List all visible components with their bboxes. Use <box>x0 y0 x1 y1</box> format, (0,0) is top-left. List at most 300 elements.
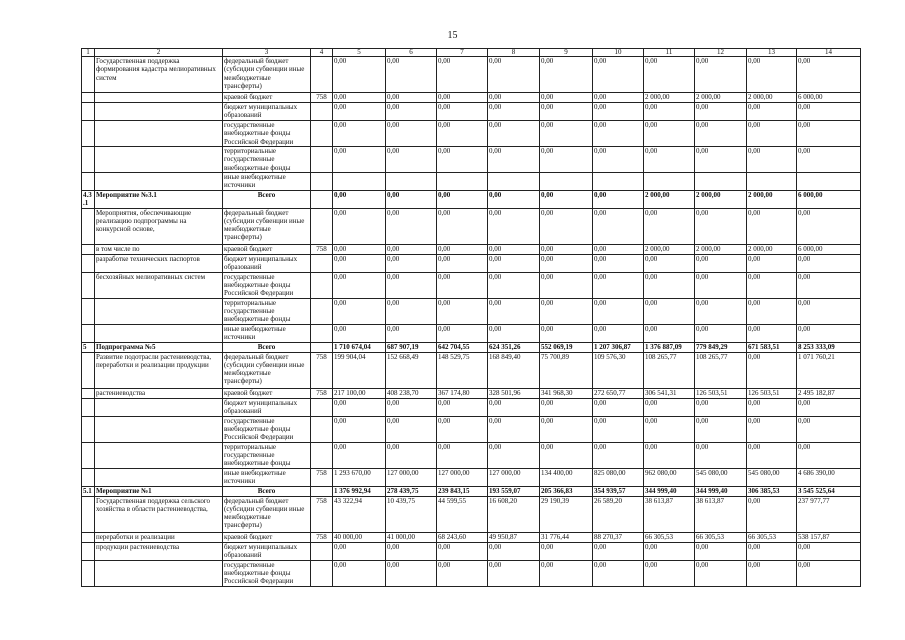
amount-cell: 0,00 <box>437 254 488 272</box>
table-row <box>82 103 861 121</box>
amount-cell: 0,00 <box>437 121 488 147</box>
amount-cell: 0,00 <box>386 244 437 254</box>
amount-cell: 0,00 <box>695 324 747 342</box>
amount-cell: 0,00 <box>488 416 540 442</box>
amount-cell: 0,00 <box>593 93 644 103</box>
amount-cell: 66 305,53 <box>644 532 695 542</box>
amount-cell: 0,00 <box>333 398 386 416</box>
amount-cell: 0,00 <box>644 57 695 93</box>
amount-cell: 0,00 <box>437 398 488 416</box>
amount-cell: 0,00 <box>386 298 437 324</box>
table-row <box>82 272 861 298</box>
amount-cell: 0,00 <box>333 147 386 173</box>
table-row <box>82 147 861 173</box>
amount-cell: 0,00 <box>540 191 593 209</box>
amount-cell: 0,00 <box>386 542 437 560</box>
column-number: 10 <box>593 49 644 57</box>
code-cell: 758 <box>311 93 333 103</box>
item-name-cell <box>95 560 223 586</box>
amount-cell: 344 999,40 <box>695 486 747 496</box>
amount-cell: 0,00 <box>333 298 386 324</box>
item-name-cell: бесхозяйных мелиоративных систем <box>95 272 223 298</box>
amount-cell: 49 950,87 <box>488 532 540 542</box>
column-number: 3 <box>223 49 311 57</box>
amount-cell: 0,00 <box>333 208 386 244</box>
amount-cell: 0,00 <box>747 254 797 272</box>
item-name-cell <box>95 93 223 103</box>
amount-cell: 0,00 <box>593 398 644 416</box>
item-name-cell: в том числе по <box>95 244 223 254</box>
item-name-cell: Подпрограмма №5 <box>95 342 223 352</box>
amount-cell: 2 000,00 <box>747 244 797 254</box>
amount-cell: 0,00 <box>386 442 437 468</box>
amount-cell: 0,00 <box>644 542 695 560</box>
amount-cell: 687 907,19 <box>386 342 437 352</box>
table-row <box>82 57 861 93</box>
amount-cell: 0,00 <box>437 244 488 254</box>
row-number-cell <box>82 298 95 324</box>
table-row <box>82 560 861 586</box>
column-number: 6 <box>386 49 437 57</box>
code-cell <box>311 416 333 442</box>
amount-cell: 0,00 <box>540 324 593 342</box>
row-number-cell: 5 <box>82 342 95 352</box>
item-name-cell: растениеводства <box>95 388 223 398</box>
amount-cell: 0,00 <box>540 398 593 416</box>
amount-cell: 0,00 <box>386 272 437 298</box>
amount-cell <box>797 173 861 191</box>
amount-cell: 552 069,19 <box>540 342 593 352</box>
amount-cell: 0,00 <box>488 442 540 468</box>
amount-cell: 0,00 <box>437 208 488 244</box>
amount-cell: 108 265,77 <box>695 352 747 388</box>
amount-cell: 0,00 <box>540 244 593 254</box>
amount-cell: 0,00 <box>695 298 747 324</box>
amount-cell <box>644 173 695 191</box>
amount-cell: 0,00 <box>488 398 540 416</box>
amount-cell: 239 843,15 <box>437 486 488 496</box>
amount-cell: 0,00 <box>695 560 747 586</box>
column-number: 9 <box>540 49 593 57</box>
code-cell: 758 <box>311 388 333 398</box>
amount-cell: 0,00 <box>386 121 437 147</box>
amount-cell: 126 503,51 <box>747 388 797 398</box>
amount-cell: 109 576,30 <box>593 352 644 388</box>
amount-cell: 0,00 <box>333 93 386 103</box>
amount-cell: 127 000,00 <box>386 468 437 486</box>
funding-source-cell: федеральный бюджет (субсидии субвенции иные межбюджетные трансферты) <box>223 496 311 532</box>
amount-cell: 0,00 <box>593 542 644 560</box>
amount-cell: 75 700,89 <box>540 352 593 388</box>
funding-source-cell: бюджет муниципальных образований <box>223 398 311 416</box>
amount-cell: 0,00 <box>695 272 747 298</box>
amount-cell: 0,00 <box>644 416 695 442</box>
amount-cell: 0,00 <box>488 121 540 147</box>
amount-cell <box>437 173 488 191</box>
amount-cell: 0,00 <box>593 298 644 324</box>
amount-cell: 0,00 <box>488 103 540 121</box>
code-cell <box>311 272 333 298</box>
amount-cell: 0,00 <box>333 103 386 121</box>
amount-cell: 38 613,87 <box>644 496 695 532</box>
code-cell <box>311 121 333 147</box>
row-number-cell <box>82 93 95 103</box>
amount-cell: 328 501,96 <box>488 388 540 398</box>
amount-cell: 66 305,53 <box>695 532 747 542</box>
amount-cell: 0,00 <box>747 352 797 388</box>
amount-cell: 2 000,00 <box>644 244 695 254</box>
amount-cell: 624 351,26 <box>488 342 540 352</box>
funding-source-cell: территориальные государственные внебюджетные фонды <box>223 147 311 173</box>
amount-cell: 0,00 <box>797 147 861 173</box>
amount-cell: 0,00 <box>540 416 593 442</box>
amount-cell: 0,00 <box>644 560 695 586</box>
table-row <box>82 542 861 560</box>
funding-source-cell: краевой бюджет <box>223 388 311 398</box>
row-number-cell <box>82 121 95 147</box>
amount-cell: 0,00 <box>437 93 488 103</box>
amount-cell: 0,00 <box>644 147 695 173</box>
amount-cell: 0,00 <box>386 57 437 93</box>
item-name-cell: разработке технических паспортов <box>95 254 223 272</box>
amount-cell: 0,00 <box>593 147 644 173</box>
table-row <box>82 121 861 147</box>
funding-source-cell: иные внебюджетные источники <box>223 173 311 191</box>
column-number: 1 <box>82 49 95 57</box>
amount-cell: 272 650,77 <box>593 388 644 398</box>
amount-cell: 0,00 <box>488 324 540 342</box>
row-number-cell <box>82 352 95 388</box>
amount-cell: 0,00 <box>437 416 488 442</box>
code-cell: 758 <box>311 532 333 542</box>
item-name-cell <box>95 147 223 173</box>
item-name-cell: переработки и реализации <box>95 532 223 542</box>
amount-cell: 0,00 <box>747 496 797 532</box>
table-row <box>82 442 861 468</box>
amount-cell: 0,00 <box>488 560 540 586</box>
amount-cell: 0,00 <box>747 416 797 442</box>
amount-cell: 0,00 <box>747 147 797 173</box>
amount-cell: 0,00 <box>540 442 593 468</box>
amount-cell: 29 190,39 <box>540 496 593 532</box>
amount-cell <box>540 173 593 191</box>
amount-cell: 0,00 <box>437 542 488 560</box>
funding-source-cell: Всего <box>223 191 311 209</box>
code-cell <box>311 486 333 496</box>
column-number: 8 <box>488 49 540 57</box>
code-cell <box>311 542 333 560</box>
amount-cell: 126 503,51 <box>695 388 747 398</box>
amount-cell: 0,00 <box>747 542 797 560</box>
code-cell: 758 <box>311 496 333 532</box>
table-row <box>82 388 861 398</box>
amount-cell: 278 439,75 <box>386 486 437 496</box>
amount-cell <box>747 173 797 191</box>
item-name-cell <box>95 298 223 324</box>
table-row <box>82 254 861 272</box>
funding-source-cell: краевой бюджет <box>223 244 311 254</box>
amount-cell: 0,00 <box>437 560 488 586</box>
amount-cell: 127 000,00 <box>437 468 488 486</box>
amount-cell: 2 495 182,87 <box>797 388 861 398</box>
amount-cell: 10 439,75 <box>386 496 437 532</box>
funding-source-cell: Всего <box>223 486 311 496</box>
amount-cell: 66 305,53 <box>747 532 797 542</box>
amount-cell: 0,00 <box>797 398 861 416</box>
code-cell: 758 <box>311 244 333 254</box>
amount-cell: 0,00 <box>386 398 437 416</box>
amount-cell: 0,00 <box>797 103 861 121</box>
amount-cell: 0,00 <box>695 398 747 416</box>
amount-cell <box>593 173 644 191</box>
amount-cell: 4 686 390,00 <box>797 468 861 486</box>
amount-cell: 0,00 <box>593 103 644 121</box>
amount-cell: 0,00 <box>333 272 386 298</box>
row-number-cell <box>82 103 95 121</box>
table-row <box>82 244 861 254</box>
row-number-cell <box>82 442 95 468</box>
item-name-cell <box>95 324 223 342</box>
amount-cell: 26 589,20 <box>593 496 644 532</box>
amount-cell: 0,00 <box>747 442 797 468</box>
amount-cell: 0,00 <box>593 272 644 298</box>
column-number-row <box>82 49 861 57</box>
amount-cell: 962 080,00 <box>644 468 695 486</box>
amount-cell: 0,00 <box>644 121 695 147</box>
amount-cell: 0,00 <box>593 560 644 586</box>
amount-cell: 0,00 <box>695 442 747 468</box>
code-cell <box>311 103 333 121</box>
amount-cell: 0,00 <box>333 442 386 468</box>
amount-cell: 0,00 <box>593 416 644 442</box>
amount-cell: 538 157,87 <box>797 532 861 542</box>
amount-cell: 0,00 <box>437 191 488 209</box>
row-number-cell: 5.1 <box>82 486 95 496</box>
amount-cell: 31 776,44 <box>540 532 593 542</box>
amount-cell: 671 583,51 <box>747 342 797 352</box>
amount-cell: 0,00 <box>386 191 437 209</box>
funding-source-cell: государственные внебюджетные фонды Российской Федерации <box>223 560 311 586</box>
amount-cell: 0,00 <box>747 57 797 93</box>
row-number-cell <box>82 57 95 93</box>
column-number: 12 <box>695 49 747 57</box>
amount-cell: 16 608,20 <box>488 496 540 532</box>
funding-source-cell: иные внебюджетные источники <box>223 468 311 486</box>
amount-cell: 0,00 <box>593 57 644 93</box>
amount-cell: 0,00 <box>437 57 488 93</box>
amount-cell: 0,00 <box>333 560 386 586</box>
amount-cell: 0,00 <box>593 208 644 244</box>
funding-source-cell: территориальные государственные внебюджетные фонды <box>223 442 311 468</box>
amount-cell: 0,00 <box>747 272 797 298</box>
row-number-cell <box>82 208 95 244</box>
code-cell <box>311 342 333 352</box>
amount-cell: 0,00 <box>386 103 437 121</box>
amount-cell: 0,00 <box>747 560 797 586</box>
row-number-cell <box>82 254 95 272</box>
code-cell <box>311 173 333 191</box>
amount-cell: 0,00 <box>797 298 861 324</box>
amount-cell: 0,00 <box>333 121 386 147</box>
amount-cell: 38 613,87 <box>695 496 747 532</box>
amount-cell: 0,00 <box>488 57 540 93</box>
row-number-cell <box>82 560 95 586</box>
amount-cell: 0,00 <box>797 208 861 244</box>
amount-cell: 0,00 <box>797 542 861 560</box>
amount-cell: 0,00 <box>644 324 695 342</box>
amount-cell: 0,00 <box>797 254 861 272</box>
amount-cell: 108 265,77 <box>644 352 695 388</box>
amount-cell: 0,00 <box>695 542 747 560</box>
amount-cell: 0,00 <box>644 398 695 416</box>
amount-cell: 0,00 <box>797 324 861 342</box>
item-name-cell <box>95 468 223 486</box>
code-cell <box>311 324 333 342</box>
amount-cell: 0,00 <box>333 542 386 560</box>
amount-cell: 0,00 <box>695 121 747 147</box>
table-row <box>82 342 861 352</box>
funding-source-cell: Всего <box>223 342 311 352</box>
amount-cell: 2 000,00 <box>695 93 747 103</box>
row-number-cell <box>82 173 95 191</box>
amount-cell: 0,00 <box>644 103 695 121</box>
amount-cell: 306 385,53 <box>747 486 797 496</box>
table-row <box>82 324 861 342</box>
amount-cell: 0,00 <box>593 244 644 254</box>
amount-cell: 0,00 <box>386 560 437 586</box>
amount-cell: 6 000,00 <box>797 244 861 254</box>
item-name-cell: Государственная поддержка сельского хозяйства в области растениеводства, <box>95 496 223 532</box>
amount-cell: 0,00 <box>540 57 593 93</box>
amount-cell: 0,00 <box>386 147 437 173</box>
amount-cell: 40 000,00 <box>333 532 386 542</box>
row-number-cell <box>82 147 95 173</box>
amount-cell: 408 238,70 <box>386 388 437 398</box>
amount-cell: 127 000,00 <box>488 468 540 486</box>
item-name-cell: продукции растениеводства <box>95 542 223 560</box>
amount-cell: 1 710 674,04 <box>333 342 386 352</box>
row-number-cell <box>82 416 95 442</box>
code-cell <box>311 298 333 324</box>
table-row <box>82 208 861 244</box>
amount-cell: 0,00 <box>386 208 437 244</box>
row-number-cell <box>82 532 95 542</box>
funding-source-cell: федеральный бюджет (субсидии субвенции иные межбюджетные трансферты) <box>223 352 311 388</box>
amount-cell: 306 541,31 <box>644 388 695 398</box>
amount-cell: 8 253 333,09 <box>797 342 861 352</box>
code-cell <box>311 398 333 416</box>
amount-cell <box>695 173 747 191</box>
amount-cell: 0,00 <box>488 298 540 324</box>
amount-cell: 0,00 <box>797 416 861 442</box>
table-row <box>82 352 861 388</box>
item-name-cell <box>95 442 223 468</box>
item-name-cell: Мероприятие №3.1 <box>95 191 223 209</box>
amount-cell: 344 999,40 <box>644 486 695 496</box>
amount-cell: 545 080,00 <box>695 468 747 486</box>
amount-cell: 0,00 <box>333 416 386 442</box>
amount-cell: 0,00 <box>540 121 593 147</box>
amount-cell: 2 000,00 <box>695 191 747 209</box>
row-number-cell <box>82 398 95 416</box>
amount-cell: 1 376 992,94 <box>333 486 386 496</box>
amount-cell: 0,00 <box>333 191 386 209</box>
row-number-cell <box>82 542 95 560</box>
amount-cell: 0,00 <box>695 57 747 93</box>
amount-cell: 0,00 <box>488 208 540 244</box>
amount-cell: 0,00 <box>593 442 644 468</box>
item-name-cell <box>95 173 223 191</box>
amount-cell: 237 977,77 <box>797 496 861 532</box>
table-row <box>82 173 861 191</box>
amount-cell: 0,00 <box>386 254 437 272</box>
column-number: 5 <box>333 49 386 57</box>
amount-cell: 205 366,83 <box>540 486 593 496</box>
table-row <box>82 416 861 442</box>
amount-cell: 642 704,55 <box>437 342 488 352</box>
amount-cell: 0,00 <box>386 324 437 342</box>
amount-cell: 0,00 <box>333 57 386 93</box>
amount-cell <box>488 173 540 191</box>
amount-cell: 367 174,80 <box>437 388 488 398</box>
amount-cell: 0,00 <box>437 298 488 324</box>
amount-cell: 217 100,00 <box>333 388 386 398</box>
amount-cell: 0,00 <box>437 147 488 173</box>
amount-cell: 0,00 <box>695 416 747 442</box>
amount-cell: 199 904,04 <box>333 352 386 388</box>
amount-cell: 0,00 <box>644 272 695 298</box>
column-number: 7 <box>437 49 488 57</box>
amount-cell: 354 939,57 <box>593 486 644 496</box>
amount-cell: 0,00 <box>437 324 488 342</box>
amount-cell: 0,00 <box>593 121 644 147</box>
amount-cell: 0,00 <box>747 103 797 121</box>
amount-cell: 0,00 <box>437 103 488 121</box>
funding-source-cell: территориальные государственные внебюджетные фонды <box>223 298 311 324</box>
table-row <box>82 486 861 496</box>
amount-cell: 0,00 <box>540 560 593 586</box>
amount-cell: 0,00 <box>437 272 488 298</box>
amount-cell: 2 000,00 <box>695 244 747 254</box>
amount-cell: 68 243,60 <box>437 532 488 542</box>
amount-cell: 0,00 <box>644 298 695 324</box>
item-name-cell <box>95 398 223 416</box>
table-row <box>82 298 861 324</box>
row-number-cell <box>82 272 95 298</box>
amount-cell: 0,00 <box>644 442 695 468</box>
amount-cell: 0,00 <box>540 103 593 121</box>
code-cell <box>311 560 333 586</box>
funding-source-cell: федеральный бюджет (субсидии субвенции иные межбюджетные трансферты) <box>223 57 311 93</box>
row-number-cell <box>82 244 95 254</box>
table-row <box>82 398 861 416</box>
funding-source-cell: государственные внебюджетные фонды Российской Федерации <box>223 121 311 147</box>
amount-cell: 2 000,00 <box>747 191 797 209</box>
amount-cell <box>386 173 437 191</box>
amount-cell: 0,00 <box>488 93 540 103</box>
code-cell <box>311 254 333 272</box>
amount-cell: 0,00 <box>747 324 797 342</box>
amount-cell: 0,00 <box>695 254 747 272</box>
item-name-cell: Мероприятие №1 <box>95 486 223 496</box>
amount-cell: 0,00 <box>540 147 593 173</box>
amount-cell: 0,00 <box>593 254 644 272</box>
funding-source-cell: федеральный бюджет (субсидии субвенции иные межбюджетные трансферты) <box>223 208 311 244</box>
amount-cell: 0,00 <box>540 208 593 244</box>
code-cell: 758 <box>311 468 333 486</box>
amount-cell: 1 293 670,00 <box>333 468 386 486</box>
code-cell <box>311 442 333 468</box>
